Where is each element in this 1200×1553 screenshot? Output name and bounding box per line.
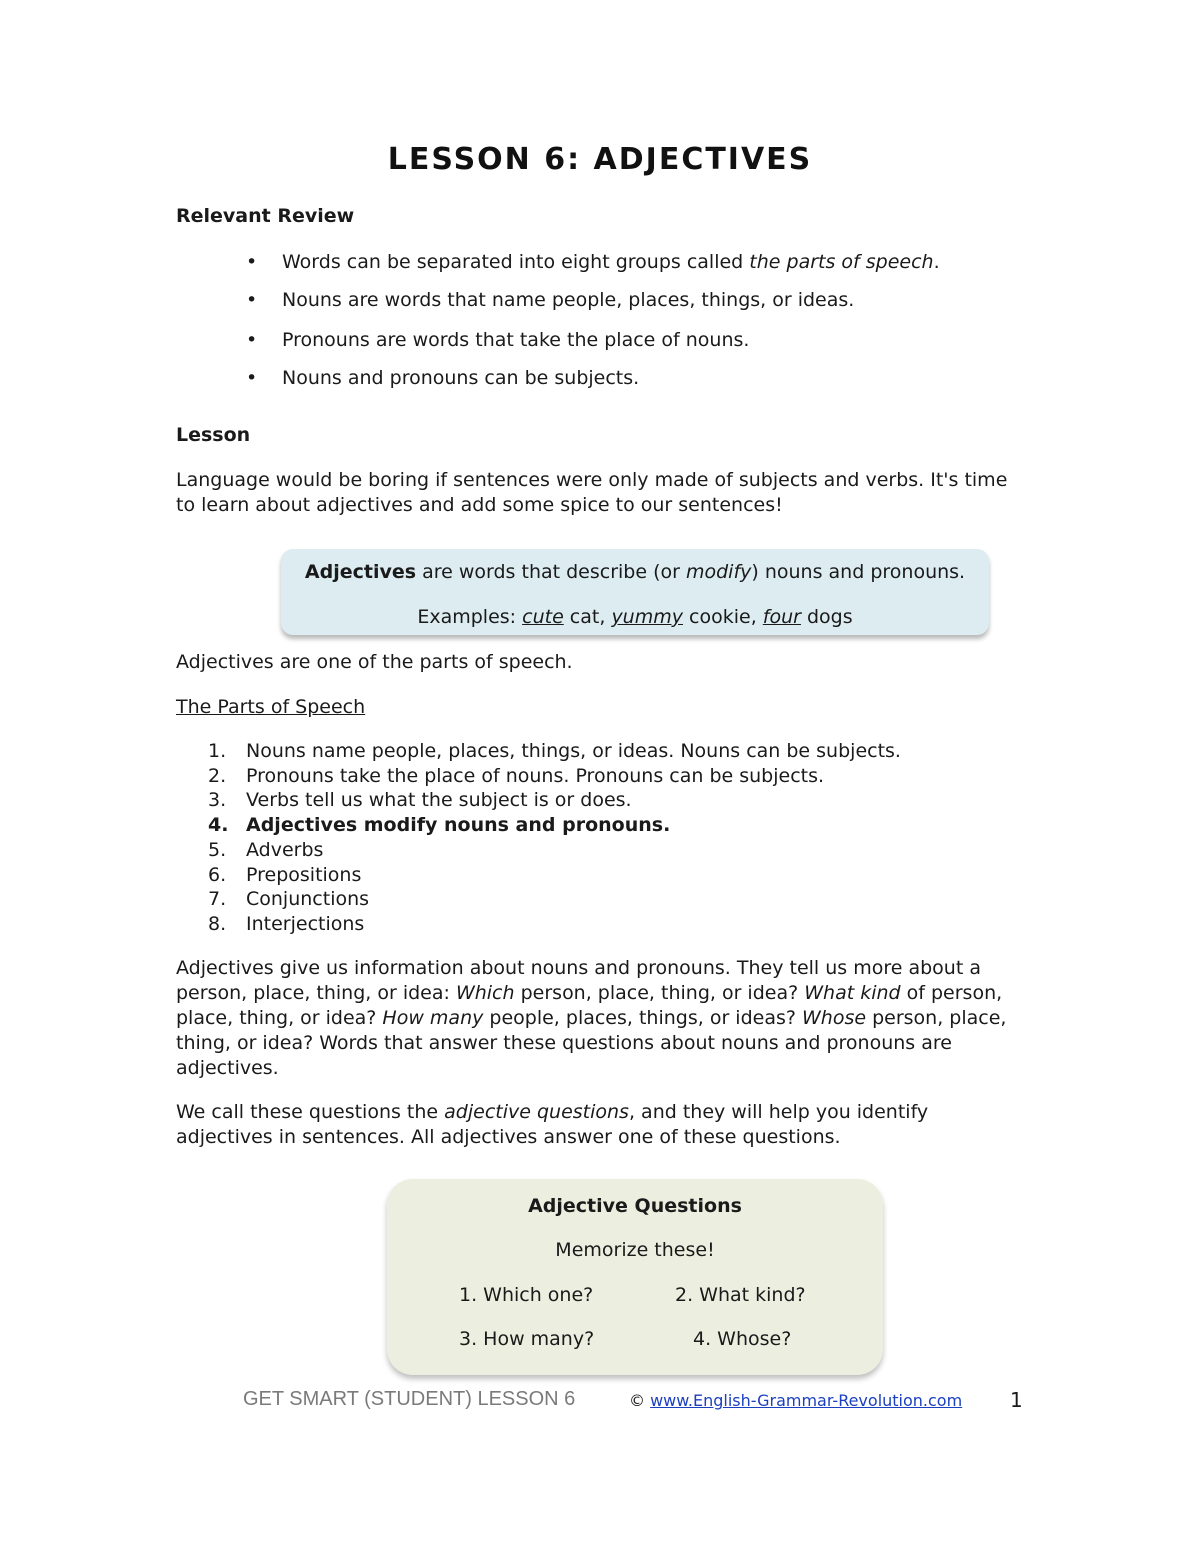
copyright-icon: © xyxy=(629,1391,645,1410)
question-item: 1. Which one? xyxy=(459,1284,594,1306)
review-item: • Words can be separated into eight groups called the parts of speech. xyxy=(246,251,940,273)
page-title: LESSON 6: ADJECTIVES xyxy=(387,142,813,177)
questions-subheading: Memorize these! xyxy=(555,1239,715,1261)
list-item: 1. Nouns name people, places, things, or ideas. Nouns can be subjects. xyxy=(208,740,901,762)
list-item: 5. Adverbs xyxy=(208,839,324,861)
call-paragraph: We call these questions the adjective questions, and they will help you identify adjectives in sentences. All adjectives answer one of these questions. xyxy=(176,1101,929,1148)
lesson-intro: Language would be boring if sentences were only made of subjects and verbs. It's time to learn about adjectives and add some spice to our sentences! xyxy=(176,469,1008,516)
question-item: 4. Whose? xyxy=(693,1328,792,1350)
definition-box xyxy=(281,549,989,635)
bullet-icon: • xyxy=(246,289,258,311)
list-item: 7. Conjunctions xyxy=(208,888,370,910)
review-item: • Pronouns are words that take the place of nouns. xyxy=(246,329,750,351)
list-item: 6. Prepositions xyxy=(208,864,362,886)
list-item: 3. Verbs tell us what the subject is or does. xyxy=(208,789,632,811)
bullet-icon: • xyxy=(246,329,258,351)
bullet-icon: • xyxy=(246,251,258,273)
list-item-highlighted: 4. Adjectives modify nouns and pronouns. xyxy=(208,814,671,836)
question-item: 3. How many? xyxy=(459,1328,595,1350)
list-item: 8. Interjections xyxy=(208,913,365,935)
list-item: 2. Pronouns take the place of nouns. Pronouns can be subjects. xyxy=(208,765,825,787)
definition-examples: Examples: cute cat, yummy cookie, four dogs xyxy=(417,606,853,628)
questions-heading: Adjective Questions xyxy=(528,1195,742,1217)
question-item: 2. What kind? xyxy=(675,1284,806,1306)
review-heading: Relevant Review xyxy=(176,205,355,227)
footer-credit xyxy=(629,1391,962,1410)
lesson-heading: Lesson xyxy=(176,424,251,446)
review-item: • Nouns and pronouns can be subjects. xyxy=(246,367,640,389)
footer-title: GET SMART (STUDENT) LESSON 6 xyxy=(243,1388,576,1410)
definition-text: Adjectives are words that describe (or modify) nouns and pronouns. xyxy=(304,561,966,583)
parts-intro: Adjectives are one of the parts of speech. xyxy=(176,651,573,673)
footer-link[interactable]: www.English-Grammar-Revolution.com xyxy=(650,1391,963,1410)
adjective-questions-box xyxy=(387,1179,883,1375)
info-paragraph: Adjectives give us information about nouns and pronouns. They tell us more about a person, place, thing, or idea: Which person, place, thing, or idea? What kind of person, place, thing, or idea? How many people, places, things, or ideas? Whose person, place, thing, or idea? Words that answer these questions about nouns and pronouns are adjectives. xyxy=(176,957,1007,1079)
bullet-icon: • xyxy=(246,367,258,389)
page-number: 1 xyxy=(1010,1388,1023,1412)
review-item: • Nouns are words that name people, places, things, or ideas. xyxy=(246,289,855,311)
parts-heading: The Parts of Speech xyxy=(176,696,366,718)
